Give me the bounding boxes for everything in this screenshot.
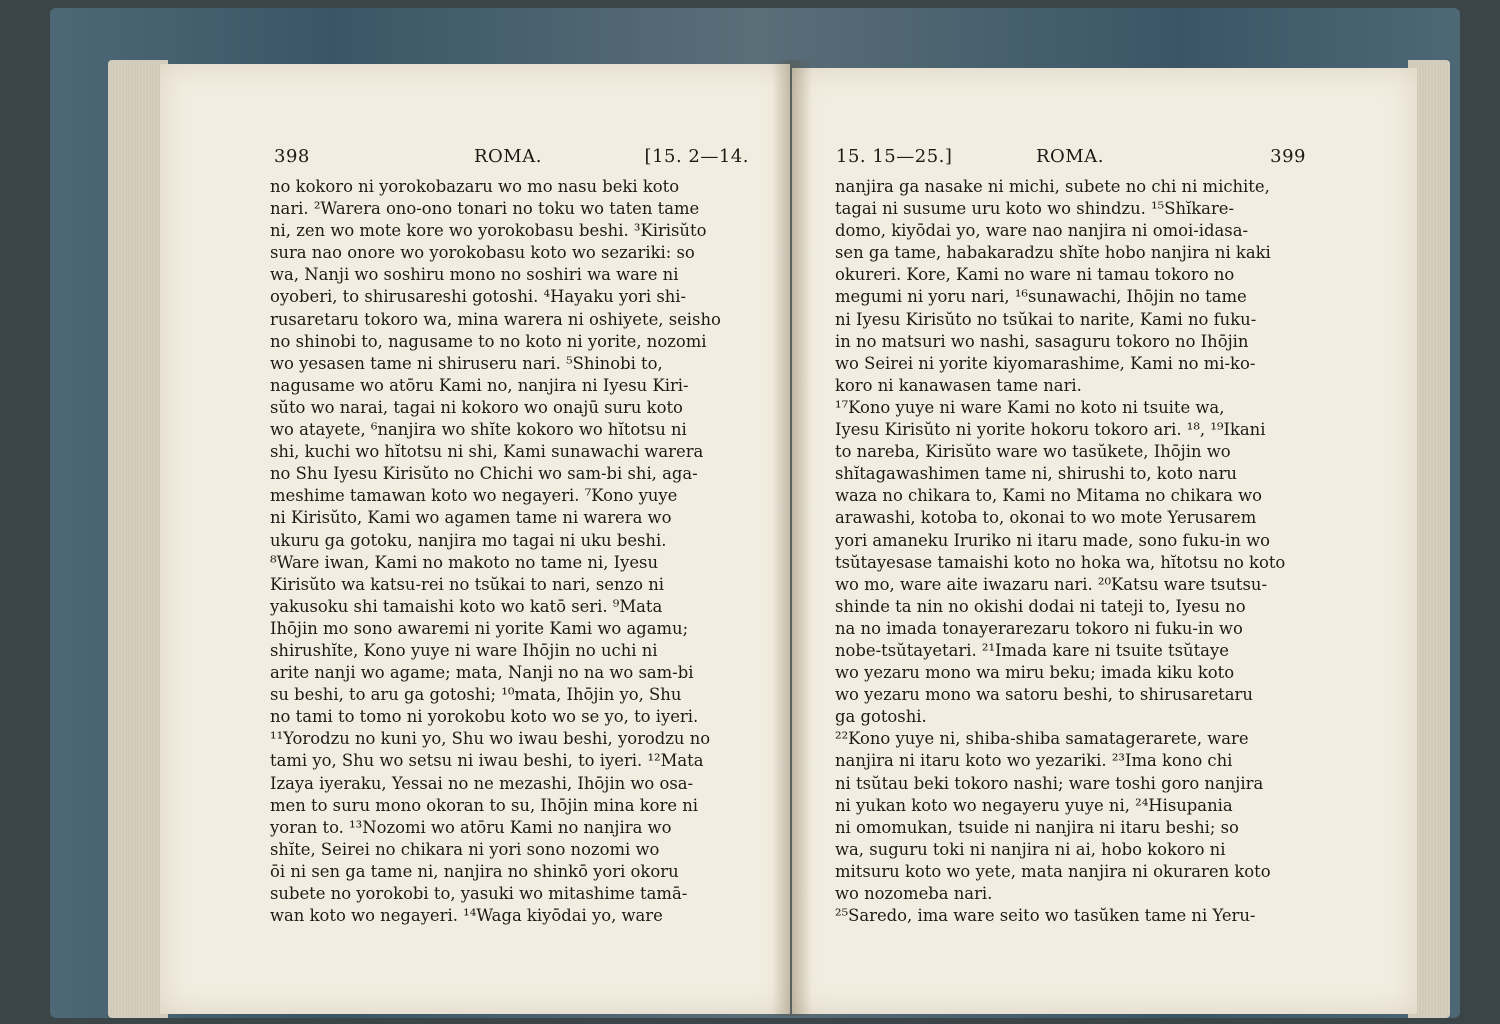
left-page-text (270, 176, 742, 927)
text-line: ni yukan koto wo negayeru yuye ni, ²⁴Hisupania (835, 795, 1233, 815)
text-line: okureri. Kore, Kami no ware ni tamau tokoro no (835, 265, 1235, 285)
text-line: ni Kirisŭto, Kami wo agamen tame ni warera wo (270, 508, 672, 528)
text-line: ²⁵Saredo, ima ware seito wo tasŭken tame ni Yeru- (835, 906, 1256, 926)
right-page-header (836, 146, 1306, 174)
text-line: sen ga tame, habakaradzu shĭte hobo nanjira ni kaki (835, 243, 1271, 263)
text-line: Kirisŭto wa katsu-rei no tsŭkai to nari, senzo ni (270, 574, 665, 594)
text-line: no shinobi to, nagusame to no koto ni yorite, nozomi (270, 331, 707, 351)
text-line: ni omomukan, tsuide ni nanjira ni itaru beshi; so (835, 817, 1239, 837)
text-line: su beshi, to aru ga gotoshi; ¹⁰mata, Ihōjin yo, Shu (270, 685, 682, 705)
text-line: shĭtagawashimen tame ni, shirushi to, koto naru (835, 464, 1237, 484)
text-line: no kokoro ni yorokobazaru wo mo nasu beki koto (270, 177, 680, 196)
text-line: tami yo, Shu wo setsu ni iwau beshi, to iyeri. ¹²Mata (270, 751, 704, 771)
text-line: arawashi, kotoba to, okonai to wo mote Yerusarem (835, 508, 1257, 528)
text-line: na no imada tonayerarezaru tokoro ni fuku-in wo (835, 618, 1243, 638)
text-line: wo yezaru mono wa miru beku; imada kiku koto (835, 663, 1235, 683)
text-line: meshime tamawan koto wo negayeri. ⁷Kono yuye (270, 486, 678, 506)
text-line: yakusoku shi tamaishi koto wo katō seri. ⁹Mata (270, 596, 663, 616)
text-line: domo, kiyōdai yo, ware nao nanjira ni omoi-idasa- (835, 221, 1249, 241)
text-line: oyoberi, to shirusareshi gotoshi. ⁴Hayaku yori shi- (270, 287, 687, 307)
text-line: nari. ²Warera ono-ono tonari no toku wo taten tame (270, 199, 700, 219)
left-running-head: ROMA. (474, 146, 542, 167)
text-line: ni Iyesu Kirisŭto no tsŭkai to narite, Kami no fuku- (835, 309, 1257, 329)
text-line: nobe-tsŭtayetari. ²¹Imada kare ni tsuite tsŭtaye (835, 640, 1229, 660)
text-line: wo Seirei ni yorite kiyomarashime, Kami no mi-ko- (835, 353, 1256, 373)
left-chapter-ref: [15. 2—14. (644, 146, 749, 167)
text-line: Ihōjin mo sono awaremi ni yorite Kami wo agamu; (270, 618, 689, 638)
text-line: wo mo, ware aite iwazaru nari. ²⁰Katsu ware tsutsu- (835, 574, 1267, 594)
text-line: nanjira ga nasake ni michi, subete no chi ni michite, (835, 177, 1270, 196)
text-line: Izaya iyeraku, Yessai no ne mezashi, Ihōjin wo osa- (270, 773, 694, 793)
text-line: koro ni kanawasen tame nari. (835, 375, 1082, 395)
right-chapter-ref: 15. 15—25.] (836, 146, 953, 167)
text-line: ga gotoshi. (835, 707, 927, 727)
text-line: shinde ta nin no okishi dodai ni tateji to, Iyesu no (835, 596, 1246, 616)
left-page-header (274, 146, 749, 174)
right-running-head: ROMA. (1036, 146, 1104, 167)
text-line: Iyesu Kirisŭto ni yorite hokoru tokoro ari. ¹⁸, ¹⁹Ikani (835, 420, 1266, 440)
text-line: ni, zen wo mote kore wo yorokobasu beshi. ³Kirisŭto (270, 221, 707, 241)
text-line: wa, suguru toki ni nanjira ni ai, hobo kokoro ni (835, 839, 1226, 859)
text-line: wo yesasen tame ni shiruseru nari. ⁵Shinobi to, (270, 353, 663, 373)
text-line: ¹⁷Kono yuye ni ware Kami no koto ni tsuite wa, (835, 397, 1225, 417)
text-line: wo atayete, ⁶nanjira wo shĭte kokoro wo hĭtotsu ni (270, 420, 687, 440)
text-line: waza no chikara to, Kami no Mitama no chikara wo (835, 486, 1263, 506)
text-line: ni tsŭtau beki tokoro nashi; ware toshi goro nanjira (835, 773, 1264, 793)
text-line: wo yezaru mono wa satoru beshi, to shirusaretaru (835, 685, 1253, 705)
text-line: to nareba, Kirisŭto ware wo tasŭkete, Ihōjin wo (835, 442, 1231, 462)
text-line: no tami to tomo ni yorokobu koto wo se yo, to iyeri. (270, 707, 699, 727)
text-line: subete no yorokobi to, yasuki wo mitashime tamā- (270, 884, 688, 903)
left-page-number: 398 (274, 146, 310, 167)
right-page-number: 399 (1270, 146, 1306, 167)
text-line: rusaretaru tokoro wa, mina warera ni oshiyete, seisho (270, 309, 721, 329)
text-line: shi, kuchi wo hĭtotsu ni shi, Kami sunawachi warera (270, 442, 704, 462)
left-page-edges (108, 60, 168, 1018)
text-line: in no matsuri wo nashi, sasaguru tokoro no Ihōjin (835, 331, 1249, 351)
text-line: yori amaneku Iruriko ni itaru made, sono fuku-in wo (835, 530, 1271, 550)
text-line: tsŭtayesase tamaishi koto no hoka wa, hĭtotsu no koto (835, 552, 1286, 572)
text-line: ¹¹Yorodzu no kuni yo, Shu wo iwau beshi, yorodzu no (270, 729, 711, 749)
book-gutter (772, 60, 812, 1016)
text-line: ōi ni sen ga tame ni, nanjira no shinkō yori okoru (270, 861, 679, 881)
text-line: yoran to. ¹³Nozomi wo atōru Kami no nanjira wo (270, 817, 672, 837)
text-line: wan koto wo negayeri. ¹⁴Waga kiyōdai yo, ware (270, 906, 663, 926)
text-line: wo nozomeba nari. (835, 884, 993, 903)
text-line: ²²Kono yuye ni, shiba-shiba samatagerarete, ware (835, 729, 1249, 749)
text-line: shirushĭte, Kono yuye ni ware Ihōjin no uchi ni (270, 640, 658, 660)
text-line: megumi ni yoru nari, ¹⁶sunawachi, Ihōjin no tame (835, 287, 1247, 307)
text-line: arite nanji wo agame; mata, Nanji no na wo sam-bi (270, 663, 694, 683)
text-line: men to suru mono okoran to su, Ihōjin mina kore ni (270, 795, 699, 815)
text-line: ⁸Ware iwan, Kami no makoto no tame ni, Iyesu (270, 552, 659, 572)
text-line: mitsuru koto wo yete, mata nanjira ni okuraren koto (835, 861, 1271, 881)
text-line: wa, Nanji wo soshiru mono no soshiri wa ware ni (270, 265, 679, 285)
text-line: shĭte, Seirei no chikara ni yori sono nozomi wo (270, 839, 660, 859)
text-line: nagusame wo atōru Kami no, nanjira ni Iyesu Kiri- (270, 375, 689, 395)
text-line: tagai ni susume uru koto wo shindzu. ¹⁵Shĭkare- (835, 199, 1235, 219)
text-line: ukuru ga gotoku, nanjira mo tagai ni uku beshi. (270, 530, 667, 550)
text-line: sura nao onore wo yorokobasu koto wo sezariki: so (270, 243, 695, 263)
text-line: nanjira ni itaru koto wo yezariki. ²³Ima kono chi (835, 751, 1233, 771)
text-line: no Shu Iyesu Kirisŭto no Chichi wo sam-bi shi, aga- (270, 464, 698, 484)
text-line: sŭto wo narai, tagai ni kokoro wo onajū suru koto (270, 397, 683, 417)
right-page-text (835, 176, 1307, 927)
